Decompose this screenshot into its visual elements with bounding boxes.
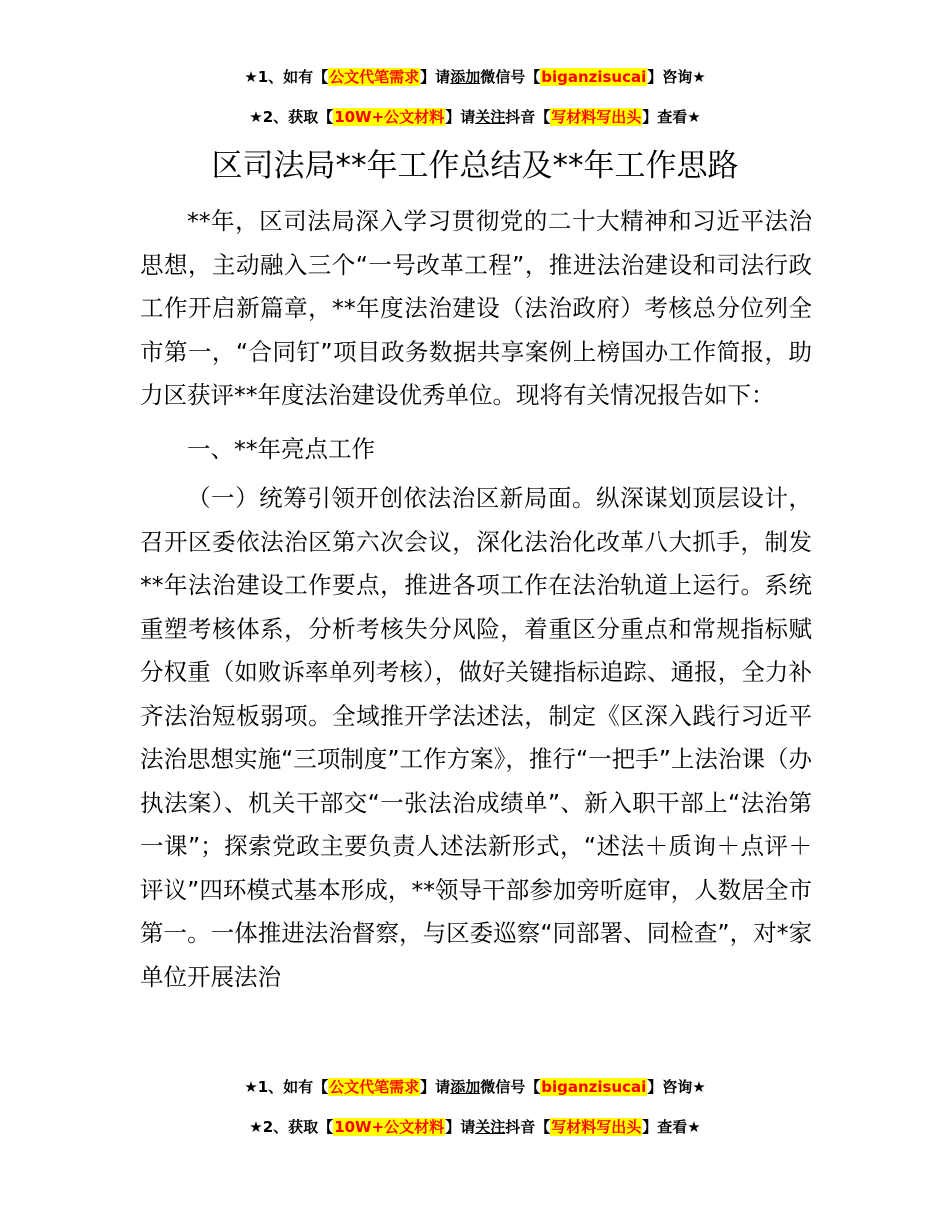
ad-highlight: 10W+公文材料 (334, 1118, 445, 1136)
footer-ad-line-2 (0, 1116, 950, 1138)
ad-highlight-wechat-id: biganzisucai (541, 1078, 647, 1096)
section-heading: 一、**年亮点工作 (187, 434, 375, 463)
ad-highlight: 公文代笔需求 (329, 68, 420, 86)
ad-text: 】查看★ (642, 108, 701, 126)
ad-underlined-text: 关注 (475, 1118, 506, 1136)
ad-underlined-text: 添加 (450, 68, 481, 86)
ad-text: ★1、如有【 (244, 1078, 329, 1096)
ad-underlined-text: 添加 (450, 1078, 481, 1096)
ad-highlight: 10W+公文材料 (334, 108, 445, 126)
ad-text: 】请 (420, 1078, 451, 1096)
ad-highlight-wechat-id: biganzisucai (541, 68, 647, 86)
ad-text: 微信号【 (480, 68, 541, 86)
ad-text: ★1、如有【 (244, 68, 329, 86)
ad-highlight-douyin-name: 写材料写出头 (551, 108, 642, 126)
ad-underlined-text: 关注 (475, 108, 506, 126)
document-body (140, 200, 812, 999)
ad-text: 】咨询★ (647, 68, 706, 86)
ad-text: 抖音【 (505, 108, 551, 126)
intro-paragraph: **年，区司法局深入学习贯彻党的二十大精神和习近平法治思想，主动融入三个“一号改革工程”，推进法治建设和司法行政工作开启新篇章，**年度法治建设（法治政府）考核总分位列全市第一，“合同钉”项目政务数据共享案例上榜国办工作简报，助力区获评**年度法治建设优秀单位。现将有关情况报告如下： (140, 207, 812, 409)
ad-text: 】请 (445, 1118, 476, 1136)
footer-ad-line-1 (0, 1076, 950, 1098)
ad-text: ★2、获取【 (249, 1118, 334, 1136)
ad-text: 】咨询★ (647, 1078, 706, 1096)
ad-text: 抖音【 (505, 1118, 551, 1136)
section-paragraph: （一）统筹引领开创依法治区新局面。纵深谋划顶层设计，召开区委依法治区第六次会议，深化法治化改革八大抓手，制发**年法治建设工作要点，推进各项工作在法治轨道上运行。系统重塑考核体系，分析考核失分风险，着重区分重点和常规指标赋分权重（如败诉率单列考核），做好关键指标追踪、通报，全力补齐法治短板弱项。全域推开学法述法，制定《区深入践行习近平法治思想实施“三项制度”工作方案》，推行“一把手”上法治课（办执法案）、机关干部交“一张法治成绩单”、新入职干部上“法治第一课”；探索党政主要负责人述法新形式，“述法＋质询＋点评＋评议”四环模式基本形成，**领导干部参加旁听庭审，人数居全市第一。一体推进法治督察，与区委巡察“同部署、同检查”，对*家单位开展法治 (140, 484, 812, 991)
ad-highlight: 公文代笔需求 (329, 1078, 420, 1096)
ad-text: 】请 (445, 108, 476, 126)
header-ad-line-2 (0, 106, 950, 128)
ad-text: 】查看★ (642, 1118, 701, 1136)
document-title: 区司法局**年工作总结及**年工作思路 (211, 148, 739, 184)
ad-text: 】请 (420, 68, 451, 86)
header-ad-line-1 (0, 66, 950, 88)
ad-text: 微信号【 (480, 1078, 541, 1096)
ad-highlight-douyin-name: 写材料写出头 (551, 1118, 642, 1136)
ad-text: ★2、获取【 (249, 108, 334, 126)
